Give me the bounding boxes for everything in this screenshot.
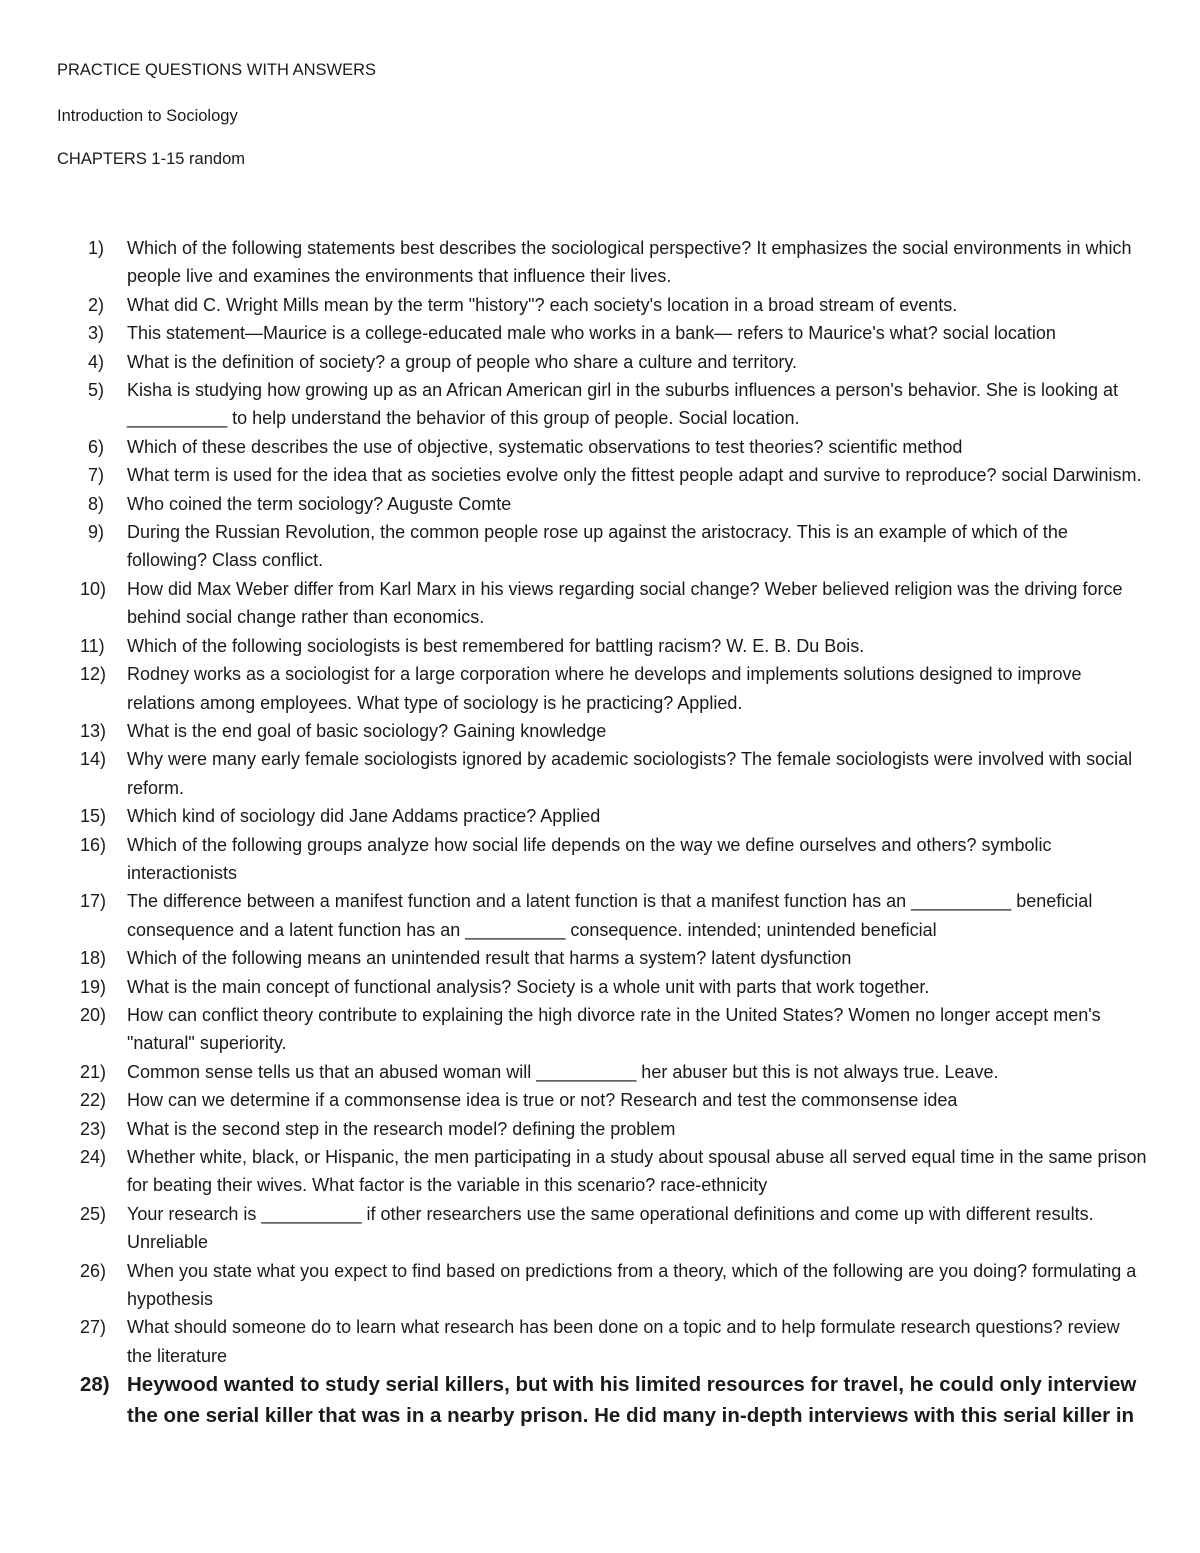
question-text: What term is used for the idea that as societies evolve only the fittest people adapt and survive to reproduce? social Darwinism.: [127, 465, 1142, 486]
document-title: PRACTICE QUESTIONS WITH ANSWERS: [57, 61, 377, 79]
question-text: Which of the following statements best describes the sociological perspective? It emphasizes the social environments in which people live and examines the environments that influence their lives.: [127, 238, 1132, 287]
question-text: What is the end goal of basic sociology? Gaining knowledge: [127, 720, 607, 741]
question-text: Your research is __________ if other researchers use the same operational definitions and come up with different results. Unreliable: [127, 1203, 1094, 1253]
question-item: [0, 1313, 1147, 1370]
question-item: [0, 745, 1147, 802]
question-number: 21): [80, 1061, 107, 1082]
question-text: During the Russian Revolution, the common people rose up against the aristocracy. This is an example of which of the following? Class conflict.: [127, 522, 1068, 571]
question-item: [0, 1370, 1137, 1431]
question-text: What did C. Wright Mills mean by the term "history"? each society's location in a broad stream of events.: [127, 294, 958, 315]
question-number: 26): [80, 1260, 107, 1281]
question-number: 19): [80, 976, 107, 997]
question-number: 13): [80, 720, 107, 741]
question-number: 28): [80, 1373, 110, 1397]
question-item: [0, 632, 1147, 660]
question-item: [0, 291, 1147, 319]
question-number: 24): [80, 1147, 107, 1167]
question-text: Which of the following groups analyze how social life depends on the way we define ourselves and others? symbolic interactionists: [127, 834, 1052, 883]
question-number: 20): [80, 1004, 107, 1025]
question-number: 14): [80, 749, 107, 770]
question-item: [0, 433, 1147, 461]
question-text: What should someone do to learn what research has been done on a topic and to help formulate research questions? review the literature: [127, 1317, 1120, 1366]
question-item: [0, 348, 1147, 376]
question-number: 10): [80, 578, 107, 599]
question-number: 15): [80, 806, 107, 827]
question-number: 23): [80, 1118, 107, 1139]
question-text: What is the definition of society? a group of people who share a culture and territory.: [127, 351, 798, 372]
question-item: [0, 1058, 1147, 1086]
question-item: [0, 1086, 1147, 1114]
question-number: 2): [88, 294, 105, 315]
question-item: [0, 1200, 1147, 1257]
chapter-range: CHAPTERS 1-15 random: [57, 150, 245, 168]
question-text: Kisha is studying how growing up as an African American girl in the suburbs influences a person's behavior. She is looking at __________ to help understand the behavior of this group of people. Social location.: [127, 380, 1119, 429]
question-text: Rodney works as a sociologist for a large corporation where he develops and implements solutions designed to improve relations among employees. What type of sociology is he practicing? Applied.: [127, 664, 1082, 713]
question-number: 8): [88, 493, 105, 514]
question-item: [0, 376, 1147, 433]
question-list: [0, 234, 1200, 1431]
question-number: 11): [80, 635, 105, 656]
question-item: [0, 575, 1147, 632]
course-name: Introduction to Sociology: [57, 107, 238, 125]
question-text: Which of the following sociologists is best remembered for battling racism? W. E. B. Du Bois.: [127, 635, 865, 656]
question-item: [0, 887, 1147, 944]
question-text: How can we determine if a commonsense idea is true or not? Research and test the commonsense idea: [127, 1090, 958, 1111]
question-number: 27): [80, 1317, 107, 1338]
question-item: [0, 518, 1147, 575]
question-text: Whether white, black, or Hispanic, the men participating in a study about spousal abuse all served equal time in the same prison for beating their wives. What factor is the variable in this scenario? race-ethnicity: [127, 1147, 1147, 1196]
question-text: Which of the following means an unintended result that harms a system? latent dysfunction: [127, 948, 852, 969]
question-item: [0, 319, 1147, 347]
question-number: 16): [80, 834, 107, 855]
question-text: How did Max Weber differ from Karl Marx in his views regarding social change? Weber believed religion was the driving force behind social change rather than economics.: [127, 578, 1123, 628]
question-item: [0, 802, 1147, 830]
question-number: 18): [80, 948, 107, 969]
question-text: How can conflict theory contribute to explaining the high divorce rate in the United States? Women no longer accept men's "natural" superiority.: [127, 1004, 1101, 1054]
question-item: [0, 1001, 1147, 1058]
question-text: Which kind of sociology did Jane Addams practice? Applied: [127, 806, 601, 827]
question-number: 3): [88, 323, 105, 344]
question-number: 6): [88, 436, 105, 457]
question-text: Why were many early female sociologists ignored by academic sociologists? The female sociologists were involved with social reform.: [127, 749, 1133, 798]
question-item: [0, 1143, 1147, 1200]
question-text: The difference between a manifest function and a latent function is that a manifest function has an __________ beneficial consequence and a latent function has an __________ consequence. intended; unintended beneficial: [127, 891, 1093, 940]
question-item: [0, 1115, 1147, 1143]
question-text: Which of these describes the use of objective, systematic observations to test theories? scientific method: [127, 436, 963, 457]
question-text: Common sense tells us that an abused woman will __________ her abuser but this is not always true. Leave.: [127, 1061, 999, 1082]
question-item: [0, 831, 1147, 888]
question-item: [0, 1257, 1147, 1314]
question-text: Heywood wanted to study serial killers, but with his limited resources for travel, he could only interview the one serial killer that was in a nearby prison. He did many in-depth interviews with this serial killer in: [127, 1373, 1137, 1427]
question-number: 25): [80, 1203, 107, 1224]
question-text: What is the main concept of functional analysis? Society is a whole unit with parts that work together.: [127, 976, 930, 997]
question-item: [0, 717, 1147, 745]
question-item: [0, 660, 1147, 717]
question-item: [0, 461, 1147, 489]
question-number: 7): [88, 465, 105, 486]
question-number: 22): [80, 1090, 107, 1111]
question-number: 9): [88, 522, 105, 543]
question-item: [0, 973, 1147, 1001]
question-number: 17): [80, 891, 107, 912]
question-text: This statement—Maurice is a college-educated male who works in a bank— refers to Maurice's what? social location: [127, 323, 1056, 344]
question-item: [0, 490, 1147, 518]
question-number: 1): [88, 238, 105, 258]
question-number: 4): [88, 351, 105, 372]
question-text: What is the second step in the research model? defining the problem: [127, 1118, 676, 1139]
question-text: Who coined the term sociology? Auguste Comte: [127, 493, 512, 514]
question-item: [0, 234, 1147, 291]
question-number: 5): [88, 380, 105, 401]
question-number: 12): [80, 664, 107, 685]
question-text: When you state what you expect to find based on predictions from a theory, which of the following are you doing? formulating a hypothesis: [127, 1260, 1137, 1310]
question-item: [0, 944, 1147, 972]
